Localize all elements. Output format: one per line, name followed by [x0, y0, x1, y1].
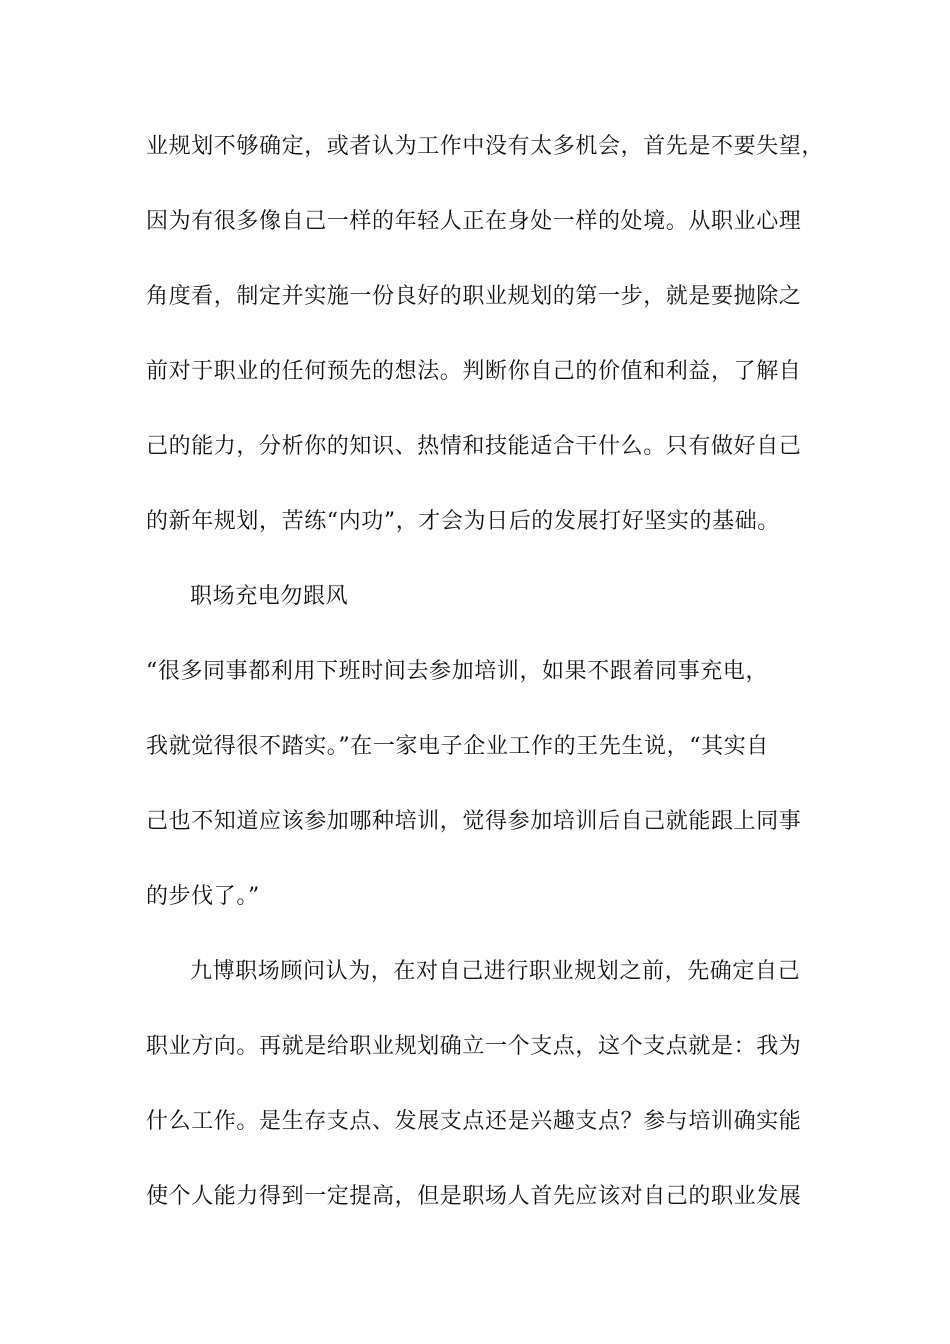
text-line: 九博职场顾问认为，在对自己进行职业规划之前，先确定自己: [190, 959, 801, 984]
text-line: 的新年规划，苦练“内功”，才会为日后的发展打好坚实的基础。: [146, 509, 780, 534]
text-line: 职业方向。再就是给职业规划确立一个支点，这个支点就是：我为: [146, 1034, 802, 1059]
text-line: 己的能力，分析你的知识、热情和技能适合干什么。只有做好自己: [146, 434, 802, 459]
text-line: 前对于职业的任何预先的想法。判断你自己的价值和利益，了解自: [146, 359, 802, 384]
text-line: 因为有很多像自己一样的年轻人正在身处一样的处境。从职业心理: [146, 209, 802, 234]
text-line: 角度看，制定并实施一份良好的职业规划的第一步，就是要抛除之: [146, 284, 802, 309]
text-line: 业规划不够确定，或者认为工作中没有太多机会，首先是不要失望，: [146, 134, 825, 159]
section-heading: 职场充电勿跟风: [190, 584, 349, 609]
text-line: 什么工作。是生存支点、发展支点还是兴趣支点？参与培训确实能: [146, 1109, 802, 1134]
text-line: “很多同事都利用下班时间去参加培训，如果不跟着同事充电，: [146, 659, 769, 684]
text-line: 使个人能力得到一定提高，但是职场人首先应该对自己的职业发展: [146, 1184, 802, 1209]
text-line: 我就觉得很不踏实。”在一家电子企业工作的王先生说，“其实自: [146, 734, 769, 759]
text-line: 己也不知道应该参加哪种培训，觉得参加培训后自己就能跟上同事: [146, 809, 802, 834]
text-line: 的步伐了。”: [146, 884, 260, 909]
